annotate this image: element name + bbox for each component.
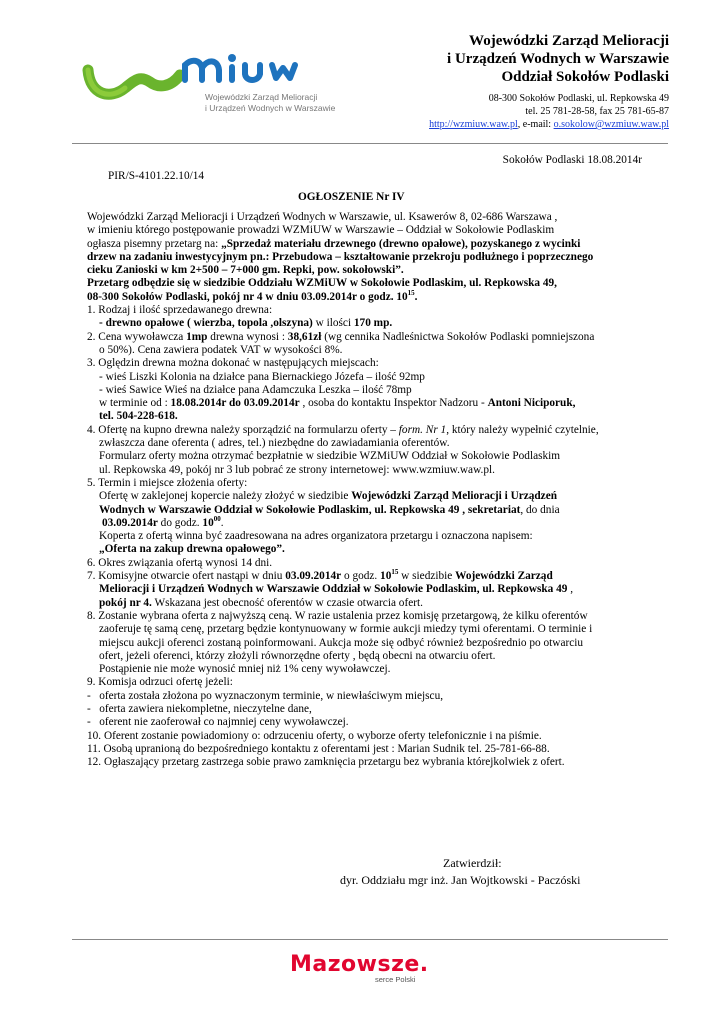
- list-item: 10. Oferent zostanie powiadomiony o: odrzuceniu oferty, o wyborze oferty telefonicznie i na piśmie.: [87, 729, 542, 742]
- body-text: drewna wynosi :: [207, 330, 288, 343]
- body-text: ,: [567, 583, 574, 596]
- mazowsze-logo: [290, 952, 440, 992]
- body-text-bold: Wojewódzki Zarząd: [455, 570, 553, 583]
- list-item: [87, 331, 647, 344]
- body-text: w siedzibie: [398, 570, 456, 583]
- list-item: - wieś Liszki Kolonia na działce pana Biernackiego Józefa – ilość 92mp: [99, 370, 425, 383]
- list-item: ofert, jeżeli oferenci, którzy złożyli równorzędne oferty , będą obecni na otwarciu ofert.: [99, 649, 496, 662]
- logo-caption: [205, 92, 375, 114]
- list-item: ul. Repkowska 49, pokój nr 3 lub pobrać ze strony internetowej: www.wzmiuw.waw.pl.: [99, 463, 495, 476]
- body-text: o godz.: [341, 570, 381, 583]
- list-item: zwłaszcza dane oferenta ( adres, tel.) niezbędne do zawiadamiania oferentów.: [99, 437, 450, 450]
- mazowsze-brand: Mazowsze.: [290, 952, 429, 977]
- org-title-1: Wojewódzki Zarząd Melioracji: [469, 33, 669, 49]
- list-item: [87, 597, 647, 610]
- logo-caption-line-1: Wojewódzki Zarząd Melioracji: [205, 92, 318, 102]
- body-text-bold: .: [414, 290, 418, 303]
- reference-number: PIR/S-4101.22.10/14: [108, 170, 205, 182]
- list-item: 12. Ogłaszający przetarg zastrzega sobie prawo zamknięcia przetargu bez wybrania którejkolwiek z ofert.: [87, 756, 565, 769]
- body-line: Przetarg odbędzie się w siedzibie Oddziału WZMiUW w Sokołowie Podlaskim, ul. Repkowska 49,: [87, 277, 557, 290]
- list-item: 6. Okres związania ofertą wynosi 14 dni.: [87, 556, 273, 569]
- org-address: 08-300 Sokołów Podlaski, ul. Repkowska 49: [488, 93, 669, 104]
- header-block: [429, 32, 669, 131]
- body-text-bold: - drewno opałowe ( wierzba, topola ,olszyna): [99, 317, 313, 330]
- list-item: o 50%). Cena zawiera podatek VAT w wysokości 8%.: [99, 343, 343, 356]
- list-item: - oferta zawiera niekompletne, nieczytelne dane,: [87, 702, 312, 715]
- list-item: - wieś Sawice Wieś na działce pana Adamczuka Leszka – ilość 78mp: [99, 383, 412, 396]
- body-text: Ofertę w zaklejonej kopercie należy złożyć w siedzibie: [99, 490, 352, 503]
- body-text: , który należy wypełnić czytelnie,: [446, 423, 599, 436]
- list-item: 5. Termin i miejsce złożenia oferty:: [87, 476, 248, 489]
- list-item: 8. Zostanie wybrana oferta z najwyższą ceną. W razie ustalenia przez komisję przetargową, że kilku oferentów: [87, 609, 588, 622]
- list-item: [87, 397, 647, 410]
- body-text-bold: Melioracji i Urządzeń Wodnych w Warszawie Oddział w Sokołowie Podlaskim, ul. Repkowska 49: [99, 583, 568, 596]
- list-item: [87, 504, 647, 517]
- list-item: [87, 490, 647, 503]
- body-line: [87, 288, 647, 304]
- body-text: do godz.: [157, 516, 203, 529]
- approved-label: Zatwierdził:: [443, 856, 502, 870]
- body-text-bold: 10: [380, 570, 392, 583]
- list-item: 9. Komisja odrzuci ofertę jeżeli:: [87, 676, 233, 689]
- list-item: miejscu aukcji oferenci zostaną poinformowani. Aukcja może się odbyć również bezpośrednio po otwarciu: [99, 636, 584, 649]
- superscript: 00: [213, 514, 221, 523]
- org-title-2: i Urządzeń Wodnych w Warszawie: [447, 51, 669, 67]
- mazowsze-tagline: serce Polski: [375, 975, 416, 984]
- list-item: „Oferta na zakup drewna opałowego”.: [99, 543, 285, 556]
- footer-divider: [72, 939, 668, 940]
- list-item: 3. Oględzin drewna można dokonać w następujących miejscach:: [87, 357, 379, 370]
- list-item: zaoferuje tę samą cenę, przetarg będzie kontynuowany w formie aukcji miedzy tymi oferentami. O terminie i: [99, 623, 593, 636]
- body-text: 2. Cena wywoławcza: [87, 330, 187, 343]
- body-line: cieku Zanioski w km 2+500 – 7+000 gm. Repki, pow. sokołowski”.: [87, 264, 404, 277]
- body-text-bold: 170 mp.: [353, 317, 393, 330]
- body-text-bold: 03.09.2014r: [102, 516, 158, 529]
- list-item: - oferta została złożona po wyznaczonym terminie, w niewłaściwym miejscu,: [87, 689, 444, 702]
- body-text: .: [220, 516, 224, 529]
- org-phone: tel. 25 781-28-58, fax 25 781-65-87: [525, 106, 669, 117]
- list-item: 11. Osobą upranioną do bezpośredniego kontaktu z oferentami jest : Marian Sudnik tel. 25-781-66-88.: [87, 742, 550, 755]
- announcement-body: [87, 211, 647, 769]
- superscript: 15: [391, 568, 399, 577]
- announcement-title: OGŁOSZENIE Nr IV: [298, 191, 405, 203]
- body-text: ogłasza pisemny przetarg na:: [87, 237, 222, 250]
- body-text: 7. Komisyjne otwarcie ofert nastąpi w dniu: [87, 570, 286, 583]
- body-text-bold: Wodnych w Warszawie Oddział w Sokołowie Podlaskim, ul. Repkowska 49 , sekretariat: [99, 503, 521, 516]
- body-line: [87, 238, 647, 251]
- org-title-3: Oddział Sokołów Podlaski: [501, 69, 669, 85]
- logo-caption-line-2: i Urządzeń Wodnych w Warszawie: [205, 103, 336, 113]
- email-link[interactable]: o.sokolow@wzmiuw.waw.pl: [553, 119, 669, 130]
- list-item: [87, 514, 647, 530]
- body-text-bold: 1mp: [186, 330, 208, 343]
- list-item: Postąpienie nie może wynosić mniej niż 1% ceny wywoławczej.: [99, 663, 391, 676]
- body-text-bold: 18.08.2014r do 03.09.2014r: [170, 397, 300, 410]
- list-item: [87, 317, 647, 330]
- list-item: [87, 570, 647, 583]
- place-date: Sokołów Podlaski 18.08.2014r: [502, 154, 642, 166]
- body-text-italic: form. Nr 1: [398, 423, 447, 436]
- body-text: (wg cennika Nadleśnictwa Sokołów Podlaski pomniejszona: [321, 330, 595, 343]
- body-text-bold: 38,61zł: [287, 330, 322, 343]
- email-label: , e-mail:: [517, 119, 554, 130]
- body-line: Wojewódzki Zarząd Melioracji i Urządzeń Wodnych w Warszawie, ul. Ksawerów 8, 02-686 Warszawa ,: [87, 211, 558, 223]
- body-text-bold: 08-300 Sokołów Podlaski, pokój nr 4 w dniu 03.09.2014r o godz. 10: [87, 290, 408, 303]
- body-text: w terminie od :: [99, 397, 171, 410]
- list-item: tel. 504-228-618.: [99, 410, 178, 423]
- body-text-bold: „Sprzedaż materiału drzewnego (drewno opałowe), pozyskanego z wycinki: [221, 237, 581, 250]
- list-item: [87, 424, 647, 437]
- body-text-bold: 03.09.2014r: [285, 570, 342, 583]
- signatory-name: dyr. Oddziału mgr inż. Jan Wojtkowski - Paczóski: [340, 873, 581, 887]
- list-item: [87, 583, 647, 596]
- body-text: 4. Ofertę na kupno drewna należy sporządzić na formularzu oferty –: [87, 423, 399, 436]
- body-text: , osoba do kontaktu Inspektor Nadzoru -: [299, 397, 488, 410]
- body-line: w imieniu którego postępowanie prowadzi WZMiUW w Warszawie – Oddział w Sokołowie Podlaskim: [87, 224, 555, 237]
- list-item: - oferent nie zaoferował co najmniej ceny wywoławczej.: [87, 716, 349, 729]
- list-item: 1. Rodzaj i ilość sprzedawanego drewna:: [87, 304, 273, 317]
- body-text-bold: Wojewódzki Zarząd Melioracji i Urządzeń: [351, 490, 557, 503]
- superscript: 15: [407, 288, 415, 297]
- body-line: drzew na zadaniu inwestycyjnym pn.: Przebudowa – kształtowanie przekroju podłużnego i poprzecznego: [87, 250, 594, 263]
- body-text: Wskazana jest obecność oferentów w czasie otwarcia ofert.: [151, 596, 423, 609]
- website-link[interactable]: http://wzmiuw.waw.pl: [429, 119, 518, 130]
- body-text: , do dnia: [520, 503, 560, 516]
- list-item: Formularz oferty można otrzymać bezpłatnie w siedzibie WZMiUW Oddział w Sokołowie Podlaskim: [99, 450, 561, 463]
- list-item: Koperta z ofertą winna być zaadresowana na adres organizatora przetargu i oznaczona napisem:: [99, 530, 533, 543]
- body-text-bold: pokój nr 4.: [99, 596, 152, 609]
- body-text-bold: Antoni Niciporuk,: [487, 397, 576, 410]
- body-text-bold: 10: [202, 516, 214, 529]
- header-divider: [72, 143, 668, 144]
- body-text: w ilości: [312, 317, 354, 330]
